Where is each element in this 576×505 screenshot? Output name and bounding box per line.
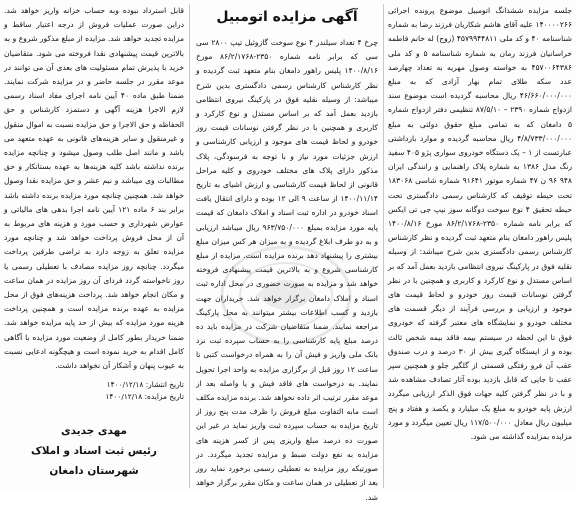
signatory-title: رئیس ثبت اسناد و املاک <box>31 445 157 458</box>
notice-column-right <box>388 4 572 488</box>
column-divider <box>189 4 190 488</box>
notice-dates <box>4 379 184 403</box>
column-divider <box>383 4 384 488</box>
notice-title: آگهی مزایده اتومبیل <box>216 9 358 25</box>
notice-paragraph-right: جلسه مزایده ششدانگ اتومبیل موضوع پرونده اجرائی ۱۴۰۰۰۰۲۶۶ علیه آقای هاشم شکاریان فرزند رضا به شماره شناسنامه ۴۰ و کد ملی ۴۵۷۹۹۴۴۸۱۱ (زوج) له خانم فاطمه خراسانیان فرزند رمان به شماره شناسنامه ۵ و کد ملی ۴۵۷۰۰۶۴۳۸۶ به خواسته وصول مهریه به تعداد چهارصد عدد سکه طلای تمام بهار آزادی که به مبلغ ۴۶/۶۶۰/۰۰۰/۰۰۰ ریال محاسبه گردیده است موضوع سند ازدواج شماره ۲۳۹۰ – ۸۷/۵/۱۰ تنظیمی دفتر ازدواج شماره ۵ دامغان که به تمامی مبلغ حقوق دولتی به مبلغ ۴/۸/۷۳۳/۰۰۰/۰۰۰ ریال محاسبه گردیده و موارد بازداشتی عبارتست از ۱ – یک دستگاه خودروی سواری پژو ۴۰۵ سفید رنگ مدل ۱۳۸۶ به شماره پلاک راهنمایی و رانندگی ایران ۹۴۸ ۹۶ ن ۴۷ شماره موتور ۹۱۶۴۱ شماره شاسی ۱۸۳۰۶۸ تحت حیطه توقیف که کارشناس رسمی دادگستری تحت حیطه تحقیق ۴ نوع سوخت دوگانه سوز نیپ جی تی ایکس که برابر نامه شماره ۲۳۵۰-۸۶/۲/۱۷۶۸ مورخ ۱۴۰۰/۸/۱۶ پلیس راهور دامغان بنام متعهد ثبت گردیده و نظر کارشناس کارشناس رسمی دادگستری بدین شرح میباشد: از وسیله نقلیه فوق در پارکینگ نیروی انتظامی بازدید بعمل آمد که بر اساس مستدل و نوع کارکرد و کاربری و همچنین با در نظر گرفتن نوسانات قیمت روز خودرو و لحاظ قیمت های موجود و ارزیابی و بررسی فرآیند از دیگر قسمت های مختلف خودرو و نمایشگاه های معتبر گرفته که خودروی فوق تا این لحظه در سیستم بیمه فاقد بیمه شخص ثالث بوده و از ایستگاه گیری بیش از ۳۰ درصد و درب صندوق عقب آن فرو رفتگی قسمتی از گلگیر جلو و همچنین سپر عقب تا جایی که قابل بازدید بوده آثار تصادف مشاهده شد و با در نظر گرفتن کلیه جهات فوق الذکر ارزیابی میگردد ارزش پایه خودرو به مبلغ یک میلیارد و یکصد و هفتاد و پنج میلیون ریال معادل ۱۱۷/۵۰۰/۰۰۰ ریال تعیین میگردد و مورد مزایده بمزایده گذاشته می شود. <box>388 6 573 442</box>
signatory-office: شهرستان دامغان <box>49 465 139 478</box>
signatory-name: مهدی جدیدی <box>60 425 128 438</box>
notice-column-middle <box>196 4 379 502</box>
notice-column-left <box>4 4 184 488</box>
notice-paragraph-middle: چرخ ۴ تعداد سیلندر ۴ نوع سوخت گازوئیل تیپ ۲۸۰۰ سی سی که برابر نامه شماره ۲۳۵۰-۸۶/۲/۱۷۶۸ مورخ ۱۴۰۰/۸/۱۶ پلیس راهور دامغان بنام متعهد ثبت گردیده و نظر کارشناس کارشناس رسمی دادگستری بدین شرح میباشد: از وسیله نقلیه فوق در پارکینگ نیروی انتظامی بازدید بعمل آمد که بر اساس مستدل و نوع کارکرد و کاربری و همچنین با در نظر گرفتن نوسانات قیمت روز خودرو و لحاظ قیمت های موجود و ارزیابی کارشناسی و ارزش جزئیات مورد نیاز و با توجه به فرسودگی، پلاک مذکور دارای پلاک های مختلف خودروی و کلیه مراحل قانونی از لحاظ قیمت کارشناسی و ارزش اشیای به تاریخ ۱۴۰۰/۱۱/۱۴ از ساعت ۹ الی ۱۲ بوده و دارای انتقال یافت اسناد خودرو در اداره ثبت اسناد و املاک دامغان که قیمت پایه مورد مزایده بمبلغ ۹۶۳/۷۵۰/۰۰۰ ریال میباشد ارزیابی و به دو طرف ابلاغ گردیده و به میزان هر کس میزان مبلغ بیشتری را پیشنهاد دهد برنده مزایده است. مزایده از مبلغ کارشناسی شروع و به بالاترین قیمت پیشنهادی فروخته خواهد شد و مزایده به صورت حضوری در محل اداره ثبت اسناد و املاک دامغان برگزار خواهد شد. خریداران جهت بازدید و کسب اطلاعات بیشتر میتوانند به محل پارکینگ مراجعه نمایند. ضمنا متقاضیان شرکت در مزایده باید ده درصد مبلغ پایه کارشناسی را به حساب سپرده ثبت نزد بانک ملی واریز و فیش آن را به همراه درخواست کتبی تا ساعت ۱۲ روز قبل از برگزاری مزایده به واحد اجرا تحویل نمایند. به درخواست های فاقد فیش و یا واصله بعد از موعد مقرر ترتیب اثر داده نخواهد شد. برنده مزایده مکلف است مابه التفاوت مبلغ فروش را ظرف مدت پنج روز از تاریخ مزایده به حساب سپرده ثبت واریز نماید در غیر این صورت ده درصد مبلغ واریزی پس از کسر هزینه های مزایده به نفع دولت ضبط و مزایده تجدید میگردد. در صورتیکه روز مزایده به تعطیلی رسمی برخورد نماید روز بعد از تعطیلی در همان ساعت و مکان مقرر برگزار خواهد شد. <box>196 38 379 502</box>
auction-date: تاریخ مزایده: ۱۴۰۰/۱۲/۱۸ <box>105 392 184 402</box>
notice-paragraph-left: قابل استرداد نبوده وبه حساب خزانه واریز خواهد شد. دراین صورت عملیات فروش از درجه اعتبار ساقط و مزایده تجدید خواهد شد. مزایده از مبلغ مذکور شروع و به بالاترین قیمت پیشنهادی نقدا فروخته می شود. متقاضیان خرید با پذیرش تمام مسئولیت های بعدی آن می توانند در موعد مقرر در جلسه حاضر و در مزایده شرکت نمایند. ضمنا طبق ماده ۴۰ آیین نامه اجرای مفاد اسناد رسمی لازم الاجرا هزینه آگهی و دستمزد کارشناس و حق الحفاظه و حق الاجرا و حق مزایده نسبت به اموال منقول و غیرمنقول و سایر هزینه‌های قانونی به عهده متعهد می باشد و مانند اصل طلب وصول میشود و چنانچه مزایده برنده نداشته باشد کلیه هزینه‌ها به عهده بستانکار و حق مطالبات وی میباشد و نیم عشر و حق مزایده نقدا وصول خواهد شد. همچنین چنانچه مورد مزایده برنده داشته باشد برابر بند ۶ ماده ۱۲۱ آیین نامه اجرا بدهی های مالیاتی و عوارض شهرداری و حسب مورد و هزینه های مربوط به آن از محل فروش پرداخت خواهد شد و چنانچه مورد مزایده تعلق به زوجه دارد به تراضی طرفین پرداخت میگردد. چنانچه روز مزایده مصادف با تعطیلی رسمی یا روز ناخواسته گردد فردای آن روز مزایده در همان ساعت و مکان انجام خواهد شد. پرداخت هزینه‌های فوق از محل مزایده به عهده برنده مزایده است و همچنین پرداخت هزینه مورد مزایده که بیش از حد پایه مزایده خواهد شد. ضمنا خریدار بطور کامل از وضعیت مورد مزایده با آگاهی کامل اقدام به خرید نموده است و هیچگونه ادعایی نسبت به عیوب پنهان و آشکار آن نخواهد داشت. <box>4 6 185 371</box>
signature-block <box>4 421 184 481</box>
publish-date: تاریخ انتشار: ۱۴۰۰/۱۲/۱۸ <box>106 380 184 390</box>
